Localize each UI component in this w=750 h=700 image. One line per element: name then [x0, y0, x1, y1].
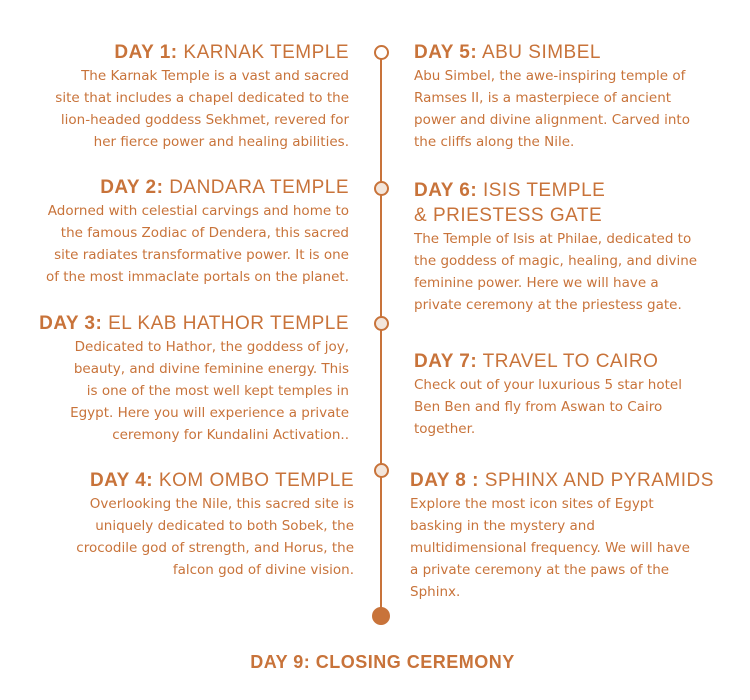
- day-2-label: DAY 2:: [100, 177, 164, 198]
- day-7-entry: [414, 349, 744, 440]
- desc-line: Ramses II, is a masterpiece of ancient: [414, 90, 672, 106]
- day-8-entry: [410, 468, 745, 603]
- timeline-line: [380, 52, 382, 617]
- day-5-label: DAY 5:: [414, 42, 478, 63]
- day-5-name: ABU SIMBEL: [481, 42, 601, 63]
- day-8-description: [410, 493, 745, 603]
- desc-line: beauty, and divine feminine energy. This: [73, 361, 349, 377]
- desc-line: The Temple of Isis at Philae, dedicated to: [414, 231, 692, 247]
- day-1-title: [4, 40, 349, 65]
- day-3-label: DAY 3:: [39, 313, 103, 334]
- timeline-node-3: [374, 316, 389, 331]
- day-1-label: DAY 1:: [114, 42, 178, 63]
- day-5-entry: [414, 40, 744, 153]
- day-2-description: [4, 200, 349, 288]
- desc-line: site radiates transformative power. It is one: [54, 247, 349, 263]
- day-5-description: [414, 65, 744, 153]
- desc-line: The Karnak Temple is a vast and sacred: [81, 68, 349, 84]
- day-8-label: DAY 8 :: [410, 470, 479, 491]
- desc-line: Check out of your luxurious 5 star hotel: [414, 377, 682, 393]
- day-7-title: [414, 349, 744, 374]
- desc-line: Dedicated to Hathor, the goddess of joy,: [74, 339, 349, 355]
- day-2-title: [4, 175, 349, 200]
- timeline-node-end: [372, 607, 390, 625]
- desc-line: ceremony for Kundalini Activation..: [112, 427, 349, 443]
- desc-line: a private ceremony at the paws of the: [410, 562, 670, 578]
- desc-line: uniquely dedicated to both Sobek, the: [95, 518, 354, 534]
- day-6-title: [414, 178, 744, 228]
- day-6-label: DAY 6:: [414, 180, 478, 201]
- desc-line: together.: [414, 421, 476, 437]
- desc-line: falcon god of divine vision.: [172, 562, 354, 578]
- desc-line: the cliffs along the Nile.: [414, 134, 575, 150]
- day-4-title: [9, 468, 354, 493]
- timeline-node-1: [374, 45, 389, 60]
- desc-line: Overlooking the Nile, this sacred site is: [89, 496, 354, 512]
- day-4-description: [9, 493, 354, 581]
- desc-line: lion-headed goddess Sekhmet, revered for: [60, 112, 349, 128]
- day-5-title: [414, 40, 744, 65]
- desc-line: basking in the mystery and: [410, 518, 595, 534]
- desc-line: crocodile god of strength, and Horus, the: [76, 540, 354, 556]
- day-4-name: KOM OMBO TEMPLE: [158, 470, 354, 491]
- day-3-title: [4, 311, 349, 336]
- day-4-label: DAY 4:: [89, 470, 154, 491]
- desc-line: Abu Simbel, the awe-inspiring temple of: [414, 68, 686, 84]
- timeline-node-2: [374, 181, 389, 196]
- desc-line: the famous Zodiac of Dendera, this sacred: [60, 225, 349, 241]
- desc-line: Sphinx.: [410, 584, 461, 600]
- day-7-label: DAY 7:: [414, 351, 478, 372]
- desc-line: power and divine alignment. Carved into: [414, 112, 690, 128]
- desc-line: of the most immaclate portals on the planet.: [45, 269, 349, 285]
- desc-line: her fierce power and healing abilities.: [93, 134, 349, 150]
- day-1-name: KARNAK TEMPLE: [183, 42, 349, 63]
- desc-line: private ceremony at the priestess gate.: [414, 297, 682, 313]
- desc-line: multidimensional frequency. We will have: [410, 540, 690, 556]
- desc-line: Adorned with celestial carvings and home to: [47, 203, 349, 219]
- desc-line: Egypt. Here you will experience a private: [70, 405, 349, 421]
- day-4-entry: [9, 468, 354, 581]
- day-7-name: TRAVEL TO CAIRO: [482, 351, 659, 372]
- desc-line: Explore the most icon sites of Egypt: [410, 496, 654, 512]
- day-8-title: [410, 468, 745, 493]
- day-2-name: DANDARA TEMPLE: [169, 177, 349, 198]
- desc-line: feminine power. Here we will have a: [414, 275, 659, 291]
- closing-ceremony-heading: DAY 9: CLOSING CEREMONY: [250, 652, 515, 672]
- day-3-name: EL KAB HATHOR TEMPLE: [108, 313, 349, 334]
- desc-line: Ben Ben and fly from Aswan to Cairo: [414, 399, 663, 415]
- day-6-description: [414, 228, 744, 316]
- day-6-name-line2: & PRIESTESS GATE: [414, 205, 603, 226]
- day-3-description: [4, 336, 349, 446]
- desc-line: is one of the most well kept temples in: [86, 383, 349, 399]
- desc-line: site that includes a chapel dedicated to the: [55, 90, 349, 106]
- day-6-name: ISIS TEMPLE: [482, 180, 606, 201]
- desc-line: the goddess of magic, healing, and divine: [414, 253, 698, 269]
- day-7-description: [414, 374, 744, 440]
- timeline-node-4: [374, 463, 389, 478]
- day-6-entry: [414, 178, 744, 316]
- day-1-description: [4, 65, 349, 153]
- day-8-name: SPHINX AND PYRAMIDS: [484, 470, 714, 491]
- day-2-entry: [4, 175, 349, 288]
- day-1-entry: [4, 40, 349, 153]
- day-3-entry: [4, 311, 349, 446]
